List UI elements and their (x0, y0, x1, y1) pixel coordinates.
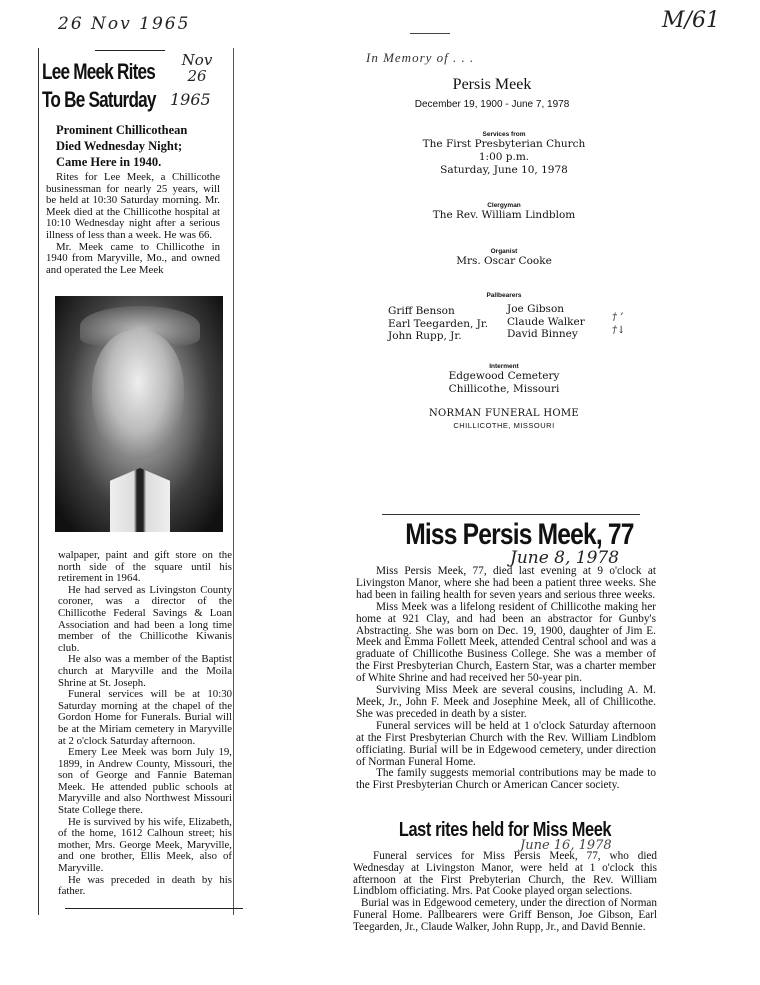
subhead-line: Prominent Chillicothean (56, 123, 188, 137)
paragraph: Rites for Lee Meek, a Chillicothe businessman for nearly 25 years, will be held at 10:30 Saturday morning. Mr. Meek died at the Chillicothe hospital at 10:10 Wednesday night after a serious illness of less than a week. He was 66. (46, 171, 220, 241)
portrait-collar-tie (110, 468, 170, 532)
interment-city: Chillicothe, Missouri (448, 383, 560, 395)
pallbearers-left-column (388, 305, 488, 343)
headline-line-2: To Be Saturday (42, 87, 156, 112)
handwritten-month: Nov (181, 51, 213, 69)
card-life-dates: December 19, 1900 - June 7, 1978 (414, 99, 570, 110)
pallbearers-right-column (507, 303, 585, 341)
paragraph: He is survived by his wife, Elizabeth, of the home, 1612 Calhoun street; his mother, Mrs. George Meek, Maryville, and one brother, Ellis Meek, also of Maryville. (58, 815, 232, 875)
card-services-block (364, 131, 644, 177)
handwritten-year: 1965 (170, 90, 211, 109)
services-place: The First Presbyterian Church (422, 138, 586, 150)
paragraph: He had served as Livingston County coroner, was a director of the Chillicothe Federal Savings & Loan Association and had been a long time member of the Chillicothe Kiwanis club. (58, 583, 232, 654)
subhead-line: Came Here in 1940. (56, 155, 162, 169)
portrait-face (92, 330, 184, 460)
paragraph: Miss Persis Meek, 77, died last evening at 9 o'clock at Livingston Manor, where she had been a patient three weeks. She had been in failing health for seven years and serious three weeks. (356, 565, 656, 601)
paragraph: He was preceded in death by his father. (58, 873, 232, 898)
card-intro: In Memory of . . . (366, 50, 475, 65)
paragraph: Funeral services will be held at 1 o'clock Saturday afternoon at the First Presbyterian Church with the Rev. William Lindblom officiating. Burial will be in Edgewood cemetery, under direction of Norman Funeral Home. (356, 719, 656, 768)
lee-meek-body-bottom (58, 550, 232, 898)
funeral-home-city: CHILLICOTHE, MISSOURI (453, 421, 555, 430)
lee-meek-headline (42, 58, 156, 114)
services-label: Services from (482, 131, 526, 138)
pallbearers-label-wrap (364, 292, 644, 299)
handwritten-code: M/61 (662, 8, 720, 33)
pallbearers-label: Pallbearers (486, 292, 522, 299)
paragraph: Mr. Meek came to Chillicothe in 1940 from Maryville, Mo., and owned and operated the Lee Meek (46, 240, 220, 276)
persis-headline: Miss Persis Meek, 77 (405, 518, 634, 551)
paragraph: walpaper, paint and gift store on the north side of the square until his retirement in 1964. (58, 549, 232, 585)
pallbearer: Earl Teegarden, Jr. (388, 317, 489, 330)
paragraph: Funeral services will be at 10:30 Saturday morning at the chapel of the Gordon Home for Funerals. Burial will be at the Miriam cemetery in Maryville at 2 o'clock Saturday afternoon. (58, 688, 232, 747)
mark: †↓ (612, 325, 626, 336)
clipping-top-rule (95, 50, 165, 51)
funeral-home-name: NORMAN FUNERAL HOME (428, 408, 579, 419)
interment-place: Edgewood Cemetery (448, 370, 560, 382)
pallbearer: David Binney (507, 328, 578, 340)
pallbearer: John Rupp, Jr. (388, 330, 462, 342)
headline-line-1: Lee Meek Rites (42, 59, 156, 84)
services-date: Saturday, June 10, 1978 (440, 164, 568, 176)
last-rites-headline: Last rites held for Miss Meek (398, 819, 612, 841)
handwritten-day: 26 (187, 67, 207, 85)
mark: † ’ (612, 312, 624, 323)
clergyman-name: The Rev. William Lindblom (432, 209, 576, 221)
subhead-line: Died Wednesday Night; (56, 139, 183, 153)
persis-article-body (356, 566, 656, 792)
services-time: 1:00 p.m. (478, 151, 530, 163)
card-top-rule (410, 33, 450, 34)
handwritten-last-rites-date: June 16, 1978 (520, 838, 612, 853)
lee-meek-subhead (56, 122, 236, 170)
interment-label: Interment (489, 363, 519, 370)
article-top-rule (382, 514, 640, 515)
pallbearer: Joe Gibson (507, 303, 565, 315)
handwritten-persis-date: June 8, 1978 (510, 548, 620, 568)
paragraph: Surviving Miss Meek are several cousins, including A. M. Meek, Jr., John F. Meek and Josephine Meek, all of Chillicothe. She was preceded in death by a sister. (356, 684, 656, 720)
paragraph: Burial was in Edgewood cemetery, under the direction of Norman Funeral Home. Pallbearers were Griff Benson, Joe Gibson, Earl Teegarden, Jr., Claude Walker, John Rupp, Jr., and David Bennie. (353, 897, 657, 933)
paragraph: Emery Lee Meek was born July 19, 1899, in Andrew County, Missouri, the son of George and Fannie Bateman Meek. He attended public schools at Maryville and also Northwest Missouri State College there. (58, 746, 232, 817)
paragraph: Miss Meek was a lifelong resident of Chillicothe making her home at 921 Clay, and had been an abstractor for Gunby's Abstracting. She was born on Dec. 19, 1900, daughter of Jim E. Meek and Emma Follett Meek, attended Central school and was a graduate of Chillicothe Business College. She was a member of the First Presbyterian Church, Eastern Star, was a charter member of White Shrine and had received her 50-year pin. (356, 600, 656, 685)
card-organist-block (364, 248, 644, 268)
card-interment-block (364, 363, 644, 396)
paragraph: Funeral services for Miss Persis Meek, 77, who died Wednesday at Livingston Manor, were held at 1 o'clock this afternoon at the First Prebyterian Church, the Rev. William Lindblom officiating. Mrs. Pat Cooke played organ selections. (353, 850, 657, 898)
paragraph: The family suggests memorial contributions may be made to the First Presbyterian Church or American Cancer society. (356, 767, 656, 792)
pallbearer: Claude Walker (507, 315, 585, 328)
card-deceased-name: Persis Meek (452, 76, 532, 93)
organist-label: Organist (490, 248, 518, 255)
lee-meek-body-top (46, 172, 220, 276)
paragraph: He also was a member of the Baptist church at Maryville and the Moila Shrine at St. Joseph. (58, 653, 232, 689)
card-clergyman-block (364, 202, 644, 222)
clergyman-label: Clergyman (487, 202, 521, 209)
last-rites-body (353, 851, 657, 934)
clipping-bottom-rule (65, 908, 243, 909)
margin-marks (612, 311, 625, 337)
handwritten-date-top-left: 26 Nov 1965 (58, 14, 191, 34)
organist-name: Mrs. Oscar Cooke (456, 255, 552, 267)
pallbearer: Griff Benson (388, 305, 455, 317)
